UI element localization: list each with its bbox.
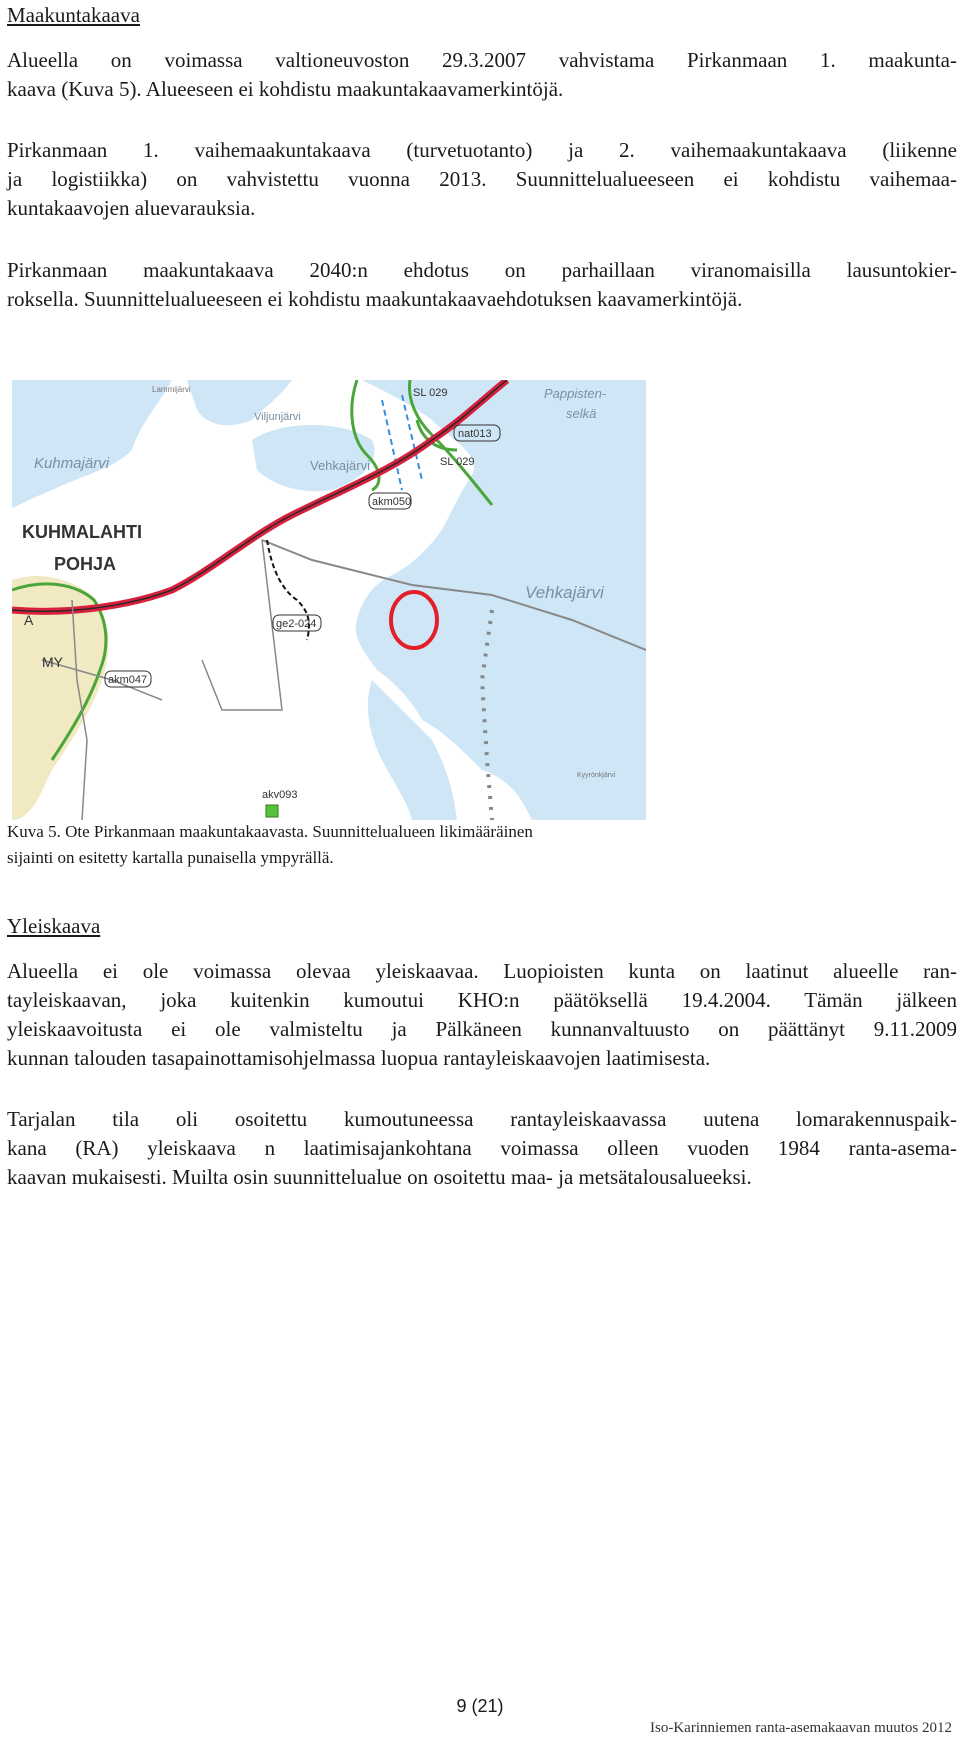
paragraph-maakuntakaava-1 — [7, 46, 957, 104]
map-label: POHJA — [54, 554, 117, 574]
map-label: akm050 — [372, 496, 412, 508]
text-line: ja logistiikka) on vahvistettu vuonna 2013. Suunnittelualueeseen ei kohdistu vaihemaa- — [7, 167, 957, 191]
paragraph-yleiskaava-2 — [7, 1105, 957, 1192]
akv-marker — [266, 805, 278, 817]
paragraph-maakuntakaava-2 — [7, 136, 957, 223]
map-label: KUHMALAHTI — [22, 522, 142, 542]
page-number: 9 (21) — [456, 1696, 504, 1716]
text-line: kaava (Kuva 5). Alueeseen ei kohdistu maakuntakaavamerkintöjä. — [7, 77, 564, 101]
map-label: SL 029 — [440, 456, 475, 468]
map-label: nat013 — [458, 428, 492, 440]
text-line: Pirkanmaan maakuntakaava 2040:n ehdotus on parhaillaan viranomaisilla lausuntokier- — [7, 258, 957, 282]
map-label: SL 029 — [413, 387, 448, 399]
caption-line: Kuva 5. Ote Pirkanmaan maakuntakaavasta. Suunnittelualueen likimääräinen — [7, 822, 533, 841]
text-line: tayleiskaavan, joka kuitenkin kumoutui KHO:n päätöksellä 19.4.2004. Tämän jälkeen — [7, 988, 957, 1012]
text-line: roksella. Suunnittelualueeseen ei kohdistu maakuntakaavaehdotuksen kaavamerkintöjä. — [7, 287, 743, 311]
map-label: MY — [42, 654, 63, 670]
map-label: Vehkajärvi — [310, 458, 370, 473]
text-line: Tarjalan tila oli osoitettu kumoutuneessa rantayleiskaavassa uutena lomarakennuspaik- — [7, 1107, 957, 1131]
map-label: Kuhmajärvi — [34, 455, 110, 472]
text-line: kuntakaavojen aluevarauksia. — [7, 196, 256, 220]
map-label: A — [24, 612, 34, 628]
text-line: Alueella ei ole voimassa olevaa yleiskaavaa. Luopioisten kunta on laatinut alueelle ran- — [7, 959, 957, 983]
regional-plan-map — [12, 380, 646, 820]
text-line: yleiskaavoitusta ei ole valmisteltu ja Pälkäneen kunnanvaltuusto on päättänyt 9.11.2009 — [7, 1017, 957, 1041]
text-line: Pirkanmaan 1. vaihemaakuntakaava (turvetuotanto) ja 2. vaihemaakuntakaava (liikenne — [7, 138, 957, 162]
map-label: Kyyrönkjärvi — [577, 772, 616, 779]
map-label: akm047 — [108, 674, 148, 686]
paragraph-yleiskaava-1 — [7, 957, 957, 1073]
map-label: Viljunjärvi — [254, 411, 301, 423]
text-line: kunnan talouden tasapainottamisohjelmassa luopua rantayleiskaavojen laatimisesta. — [7, 1046, 711, 1070]
caption-line: sijainti on esitetty kartalla punaisella ympyrällä. — [7, 848, 334, 867]
heading-maakuntakaava: Maakuntakaava — [7, 3, 140, 27]
map-label: akv093 — [262, 789, 298, 801]
document-footer: Iso-Karinniemen ranta-asemakaavan muutos 2012 — [650, 1720, 952, 1736]
map-label: selkä — [566, 406, 597, 421]
map-label: Pappisten- — [544, 386, 607, 401]
map-label: Lammijärvi — [152, 385, 191, 394]
text-line: kana (RA) yleiskaava n laatimisajankohtana voimassa olleen vuoden 1984 ranta-asema- — [7, 1136, 957, 1160]
text-line: kaavan mukaisesti. Muilta osin suunnittelualue on osoitettu maa- ja metsätalousalueeksi. — [7, 1165, 752, 1189]
text-line: Alueella on voimassa valtioneuvoston 29.3.2007 vahvistama Pirkanmaan 1. maakunta- — [7, 48, 957, 72]
figure-caption — [7, 819, 533, 871]
heading-yleiskaava: Yleiskaava — [7, 914, 101, 938]
map-label: Vehkajärvi — [525, 583, 604, 602]
paragraph-maakuntakaava-3 — [7, 256, 957, 314]
map-label: ge2-024 — [276, 618, 317, 630]
